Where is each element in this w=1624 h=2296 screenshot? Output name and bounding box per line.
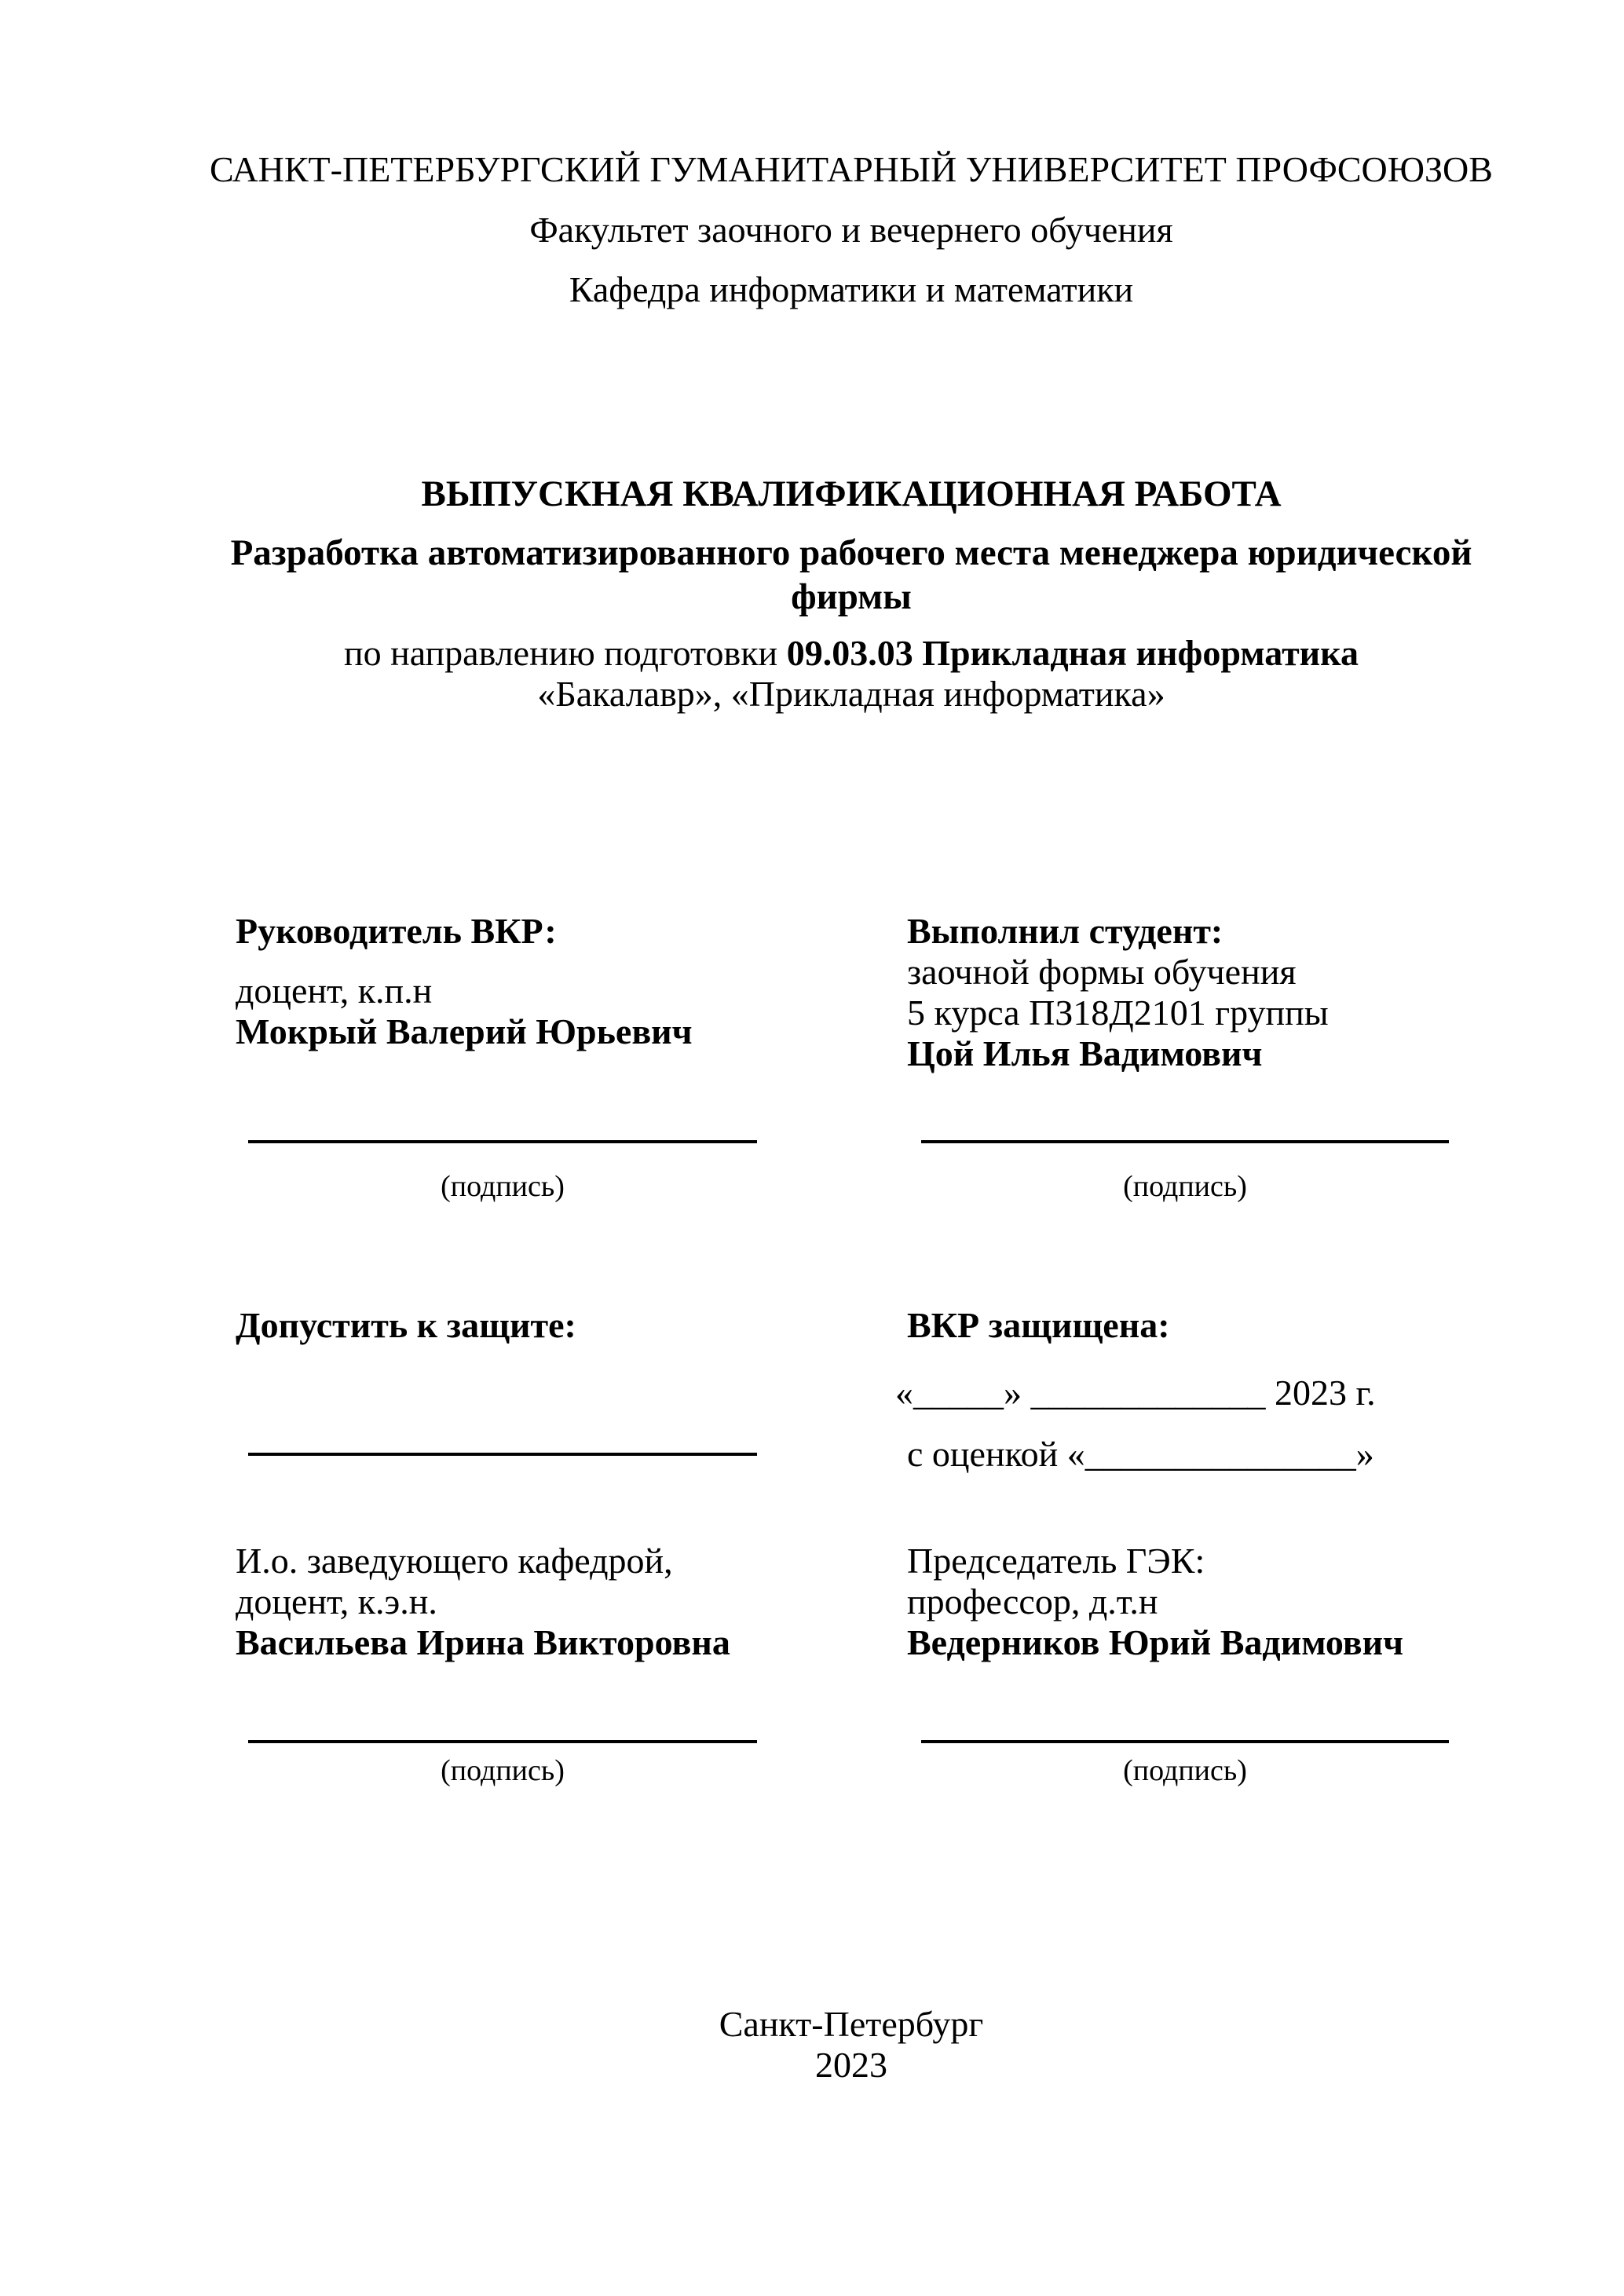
student-signature-caption: (подпись) bbox=[1123, 1170, 1247, 1203]
supervisor-heading: Руководитель ВКР: bbox=[236, 911, 557, 951]
student-signature-line bbox=[921, 1140, 1449, 1143]
head-of-department-line2: доцент, к.э.н. bbox=[236, 1581, 437, 1621]
supervisor-position: доцент, к.п.н bbox=[236, 971, 433, 1011]
gec-chairman-signature-line bbox=[921, 1740, 1449, 1743]
head-of-department-signature-caption: (подпись) bbox=[441, 1754, 565, 1787]
footer-city: Санкт-Петербург bbox=[719, 2004, 984, 2044]
head-of-department-name: Васильева Ирина Викторовна bbox=[236, 1622, 730, 1662]
supervisor-name: Мокрый Валерий Юрьевич bbox=[236, 1011, 693, 1051]
head-of-department-block bbox=[236, 1541, 785, 1663]
spacer bbox=[236, 952, 785, 971]
student-info-line1: заочной формы обучения bbox=[907, 952, 1297, 992]
supervisor-block bbox=[236, 911, 785, 1052]
supervisor-signature-caption: (подпись) bbox=[441, 1170, 565, 1203]
gec-chairman-block bbox=[907, 1541, 1472, 1663]
thesis-title: Разработка автоматизированного рабочего места менеджера юридической фирмы bbox=[230, 532, 1472, 617]
gec-chairman-signature-caption: (подпись) bbox=[1123, 1754, 1247, 1787]
student-info-line2: 5 курса ПЗ18Д2101 группы bbox=[907, 993, 1329, 1033]
gec-chairman-line2: профессор, д.т.н bbox=[907, 1581, 1158, 1621]
work-type-title: ВЫПУСКНАЯ КВАЛИФИКАЦИОННАЯ РАБОТА bbox=[421, 473, 1282, 514]
university-name: САНКТ-ПЕТЕРБУРГСКИЙ ГУМАНИТАРНЫЙ УНИВЕРСИТЕТ ПРОФСОЮЗОВ bbox=[210, 149, 1493, 189]
admission-heading: Допустить к защите: bbox=[236, 1305, 576, 1345]
footer-year: 2023 bbox=[815, 2045, 887, 2085]
faculty-name: Факультет заочного и вечернего обучения bbox=[529, 210, 1173, 250]
student-name: Цой Илья Вадимович bbox=[907, 1033, 1263, 1073]
gec-chairman-line1: Председатель ГЭК: bbox=[907, 1541, 1205, 1581]
defense-grade-line: с оценкой «_______________» bbox=[907, 1434, 1374, 1474]
degree-line: «Бакалавр», «Прикладная информатика» bbox=[537, 674, 1165, 714]
department-name: Кафедра информатики и математики bbox=[569, 269, 1134, 309]
direction-code: 09.03.03 Прикладная информатика bbox=[786, 633, 1359, 673]
student-heading: Выполнил студент: bbox=[907, 911, 1223, 951]
admission-signature-line bbox=[248, 1453, 757, 1456]
gec-chairman-name: Ведерников Юрий Вадимович bbox=[907, 1622, 1404, 1662]
direction-prefix: по направлению подготовки bbox=[344, 633, 787, 673]
head-of-department-line1: И.о. заведующего кафедрой, bbox=[236, 1541, 673, 1581]
defense-heading: ВКР защищена: bbox=[907, 1305, 1170, 1345]
direction-line bbox=[199, 633, 1503, 674]
defense-date-line: «_____» _____________ 2023 г. bbox=[895, 1373, 1376, 1413]
student-block bbox=[907, 911, 1472, 1074]
head-of-department-signature-line bbox=[248, 1740, 757, 1743]
supervisor-signature-line bbox=[248, 1140, 757, 1143]
